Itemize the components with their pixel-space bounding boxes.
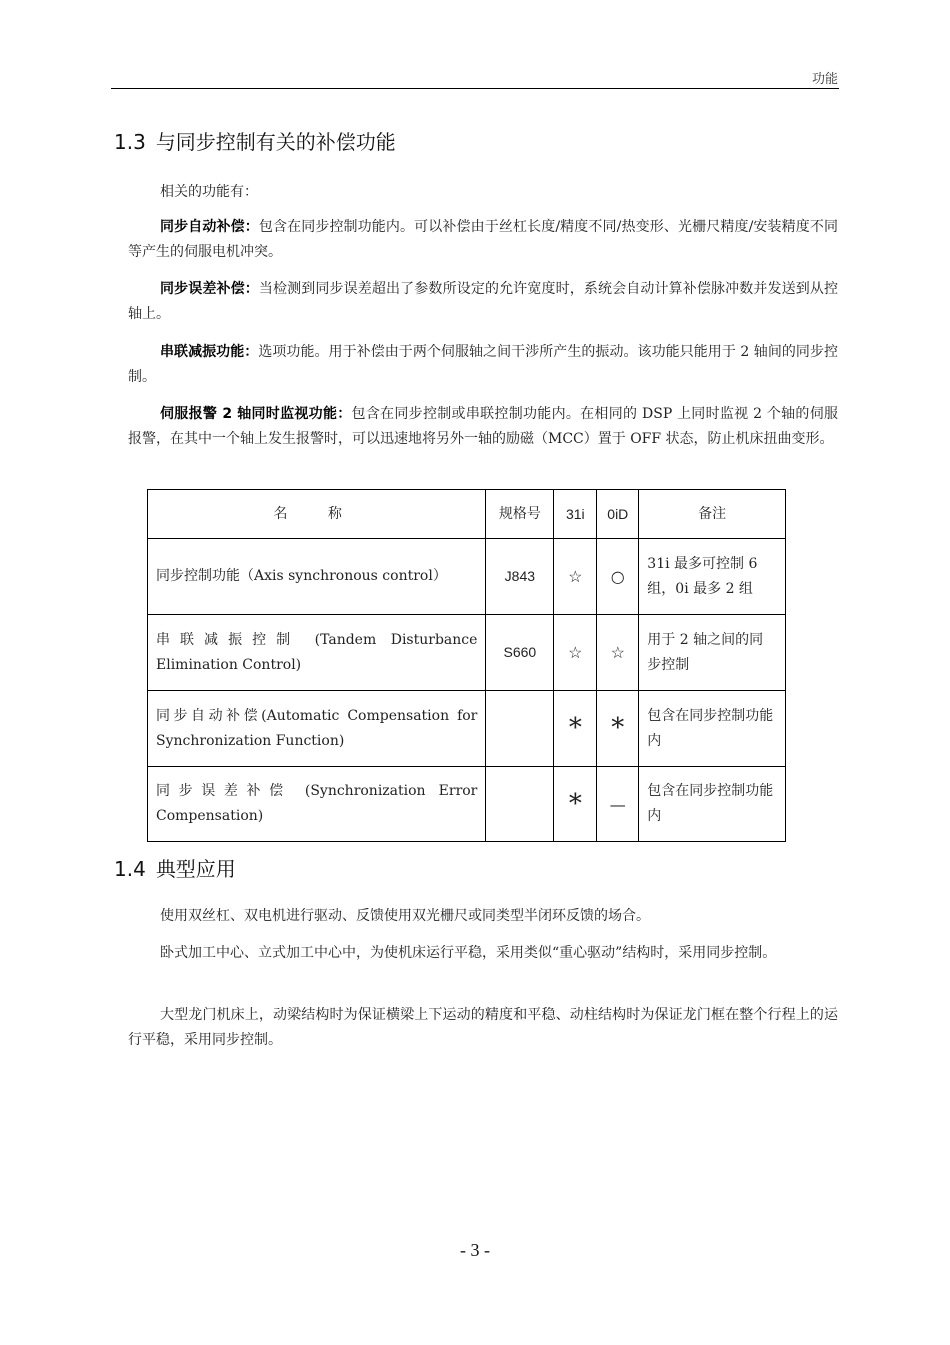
cell-31i: ☆ <box>554 539 597 615</box>
application-paragraph: 大型龙门机床上，动梁结构时为保证横梁上下运动的精度和平稳、动柱结构时为保证龙门框在整个行程上的运行平稳，采用同步控制。 <box>128 1007 838 1048</box>
section-1-4-heading <box>114 853 236 882</box>
cell-spec: S660 <box>486 615 554 691</box>
cell-spec <box>486 767 554 842</box>
section-1-3-heading <box>114 126 396 155</box>
cell-note: 31i 最多可控制 6 组，0i 最多 2 组 <box>639 539 786 615</box>
feature-paragraph <box>128 215 838 265</box>
cell-spec: J843 <box>486 539 554 615</box>
table-header-row <box>148 490 786 539</box>
feature-text: 当检测到同步误差超出了参数所设定的允许宽度时，系统会自动计算补偿脉冲数并发送到从控轴上。 <box>128 281 839 322</box>
column-header-31i: 31i <box>554 490 597 539</box>
cell-name: 串联减振控制 (Tandem Disturbance Elimination Control) <box>148 615 486 691</box>
column-header-spec: 规格号 <box>486 490 554 539</box>
header-section-label: 功能 <box>811 72 838 87</box>
application-paragraph: 使用双丝杠、双电机进行驱动、反馈使用双光栅尺或同类型半闭环反馈的场合。 <box>160 908 650 924</box>
cell-0id: ☆ <box>597 615 639 691</box>
cell-31i: * <box>554 691 597 767</box>
feature-text: 包含在同步控制功能内。可以补偿由于丝杠长度/精度不同/热变形、光栅尺精度/安装精度不同等产生的伺服电机冲突。 <box>128 219 839 260</box>
column-header-name: 名 称 <box>148 490 486 539</box>
cell-name: 同步控制功能（Axis synchronous control） <box>148 539 486 615</box>
table-row <box>148 615 786 691</box>
application-paragraph: 卧式加工中心、立式加工中心中，为使机床运行平稳，采用类似“重心驱动”结构时，采用同步控制。 <box>160 945 777 961</box>
table-row <box>148 691 786 767</box>
feature-term: 同步误差补偿： <box>160 281 259 297</box>
section-title: 与同步控制有关的补偿功能 <box>155 130 396 154</box>
cell-name: 同步误差补偿 (Synchronization Error Compensation) <box>148 767 486 842</box>
cell-31i: ☆ <box>554 615 597 691</box>
feature-paragraph <box>128 340 838 390</box>
cell-note: 包含在同步控制功能内 <box>639 767 786 842</box>
feature-term: 同步自动补偿： <box>160 219 259 235</box>
section-title: 典型应用 <box>155 857 236 881</box>
cell-0id: ○ <box>597 539 639 615</box>
feature-text: 选项功能。用于补偿由于两个伺服轴之间干涉所产生的振动。该功能只能用于 2 轴间的同步控制。 <box>128 344 839 385</box>
feature-table <box>147 489 786 842</box>
cell-name: 同步自动补偿(Automatic Compensation for Synchronization Function) <box>148 691 486 767</box>
header-rule <box>111 88 839 89</box>
cell-note: 包含在同步控制功能内 <box>639 691 786 767</box>
cell-0id: — <box>597 767 639 842</box>
feature-paragraph <box>128 402 838 452</box>
cell-note: 用于 2 轴之间的同步控制 <box>639 615 786 691</box>
page-number: - 3 - <box>460 1240 490 1260</box>
table-row <box>148 539 786 615</box>
feature-term: 串联减振功能： <box>160 344 259 360</box>
table-row <box>148 767 786 842</box>
cell-spec <box>486 691 554 767</box>
section-number: 1.4 <box>114 857 146 881</box>
feature-text: 包含在同步控制或串联控制功能内。在相同的 DSP 上同时监视 2 个轴的伺服报警，在其中一个轴上发生报警时，可以迅速地将另外一轴的励磁（MCC）置于 OFF 状态，防止机床扭曲变形。 <box>128 406 838 447</box>
intro-paragraph: 相关的功能有： <box>160 184 258 200</box>
cell-0id: * <box>597 691 639 767</box>
feature-paragraph <box>128 277 838 327</box>
column-header-note: 备注 <box>639 490 786 539</box>
section-number: 1.3 <box>114 130 146 154</box>
cell-31i: * <box>554 767 597 842</box>
column-header-0id: 0iD <box>597 490 639 539</box>
feature-term: 伺服报警 2 轴同时监视功能： <box>160 406 352 422</box>
